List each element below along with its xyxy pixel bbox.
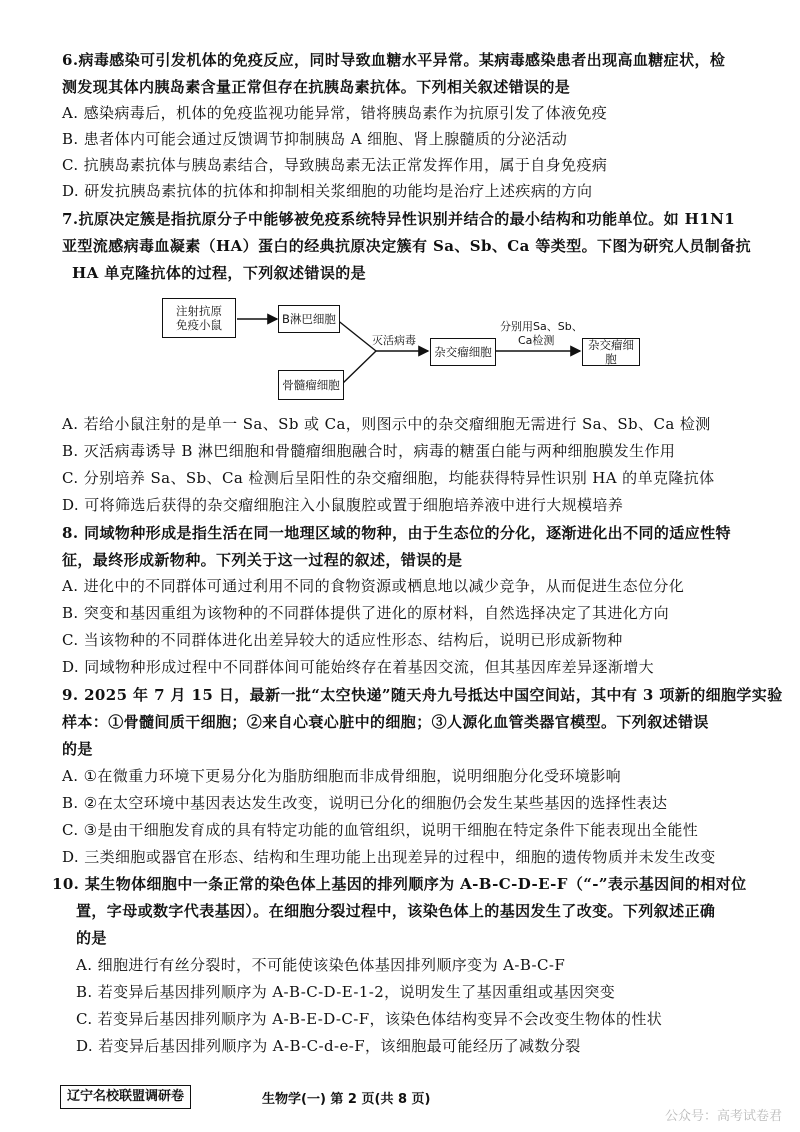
q8-option-a: A. 进化中的不同群体可通过利用不同的食物资源或栖息地以减少竞争，从而促进生态位分化 — [62, 577, 685, 595]
q6-stem-line2: 测发现其体内胰岛素含量正常但存在抗胰岛素抗体。下列相关叙述错误的是 — [62, 78, 571, 96]
q7-option-a: A. 若给小鼠注射的是单一 Sa、Sb 或 Ca，则图示中的杂交瘤细胞无需进行 Sa、Sb、Ca 检测 — [62, 415, 711, 433]
hybridoma-cell-box-2: 杂交瘤细胞 — [582, 338, 640, 366]
antibody-flow-diagram — [160, 296, 640, 408]
q7-stem-line2: 亚型流感病毒血凝素（HA）蛋白的经典抗原决定簇有 Sa、Sb、Ca 等类型。下图为研究人员制备抗 — [62, 237, 751, 255]
hybridoma-cell-box-1: 杂交瘤细胞 — [430, 338, 496, 366]
q7-option-d: D. 可将筛选后获得的杂交瘤细胞注入小鼠腹腔或置于细胞培养液中进行大规模培养 — [62, 496, 624, 514]
q7-option-c: C. 分别培养 Sa、Sb、Ca 检测后呈阳性的杂交瘤细胞，均能获得特异性识别 HA 的单克隆抗体 — [62, 469, 715, 487]
b-lymphocyte-box: B淋巴细胞 — [278, 305, 340, 333]
q7-option-b: B. 灭活病毒诱导 B 淋巴细胞和骨髓瘤细胞融合时，病毒的糖蛋白能与两种细胞膜发生作用 — [62, 442, 676, 460]
q10-stem-line3: 的是 — [76, 929, 107, 947]
inject-box-line1: 注射抗原 — [176, 304, 222, 318]
q6-option-a: A. 感染病毒后，机体的免疫监视功能异常，错将胰岛素作为抗原引发了体液免疫 — [62, 104, 608, 122]
q8-option-b: B. 突变和基因重组为该物种的不同群体提供了进化的原材料，自然选择决定了其进化方向 — [62, 604, 669, 622]
q8-option-c: C. 当该物种的不同群体进化出差异较大的适应性形态、结构后，说明已形成新物种 — [62, 631, 623, 649]
q6-option-b: B. 患者体内可能会通过反馈调节抑制胰岛 A 细胞、肾上腺髓质的分泌活动 — [62, 130, 568, 148]
inactivated-virus-label: 灭活病毒 — [372, 334, 416, 347]
q9-stem-line3: 的是 — [62, 740, 93, 758]
q10-stem-line1: 10. 某生物体细胞中一条正常的染色体上基因的排列顺序为 A-B-C-D-E-F（“-”表示基因间的相对位 — [52, 875, 747, 893]
q8-stem-line2: 征，最终形成新物种。下列关于这一过程的叙述，错误的是 — [62, 551, 463, 569]
watermark-text: 公众号：高考试卷君 — [664, 1109, 782, 1124]
detection-label-line2: Ca检测 — [518, 334, 555, 347]
q8-stem-line1: 8. 同域物种形成是指生活在同一地理区域的物种，由于生态位的分化，逐渐进化出不同的适应性特 — [62, 524, 731, 542]
q6-option-d: D. 研发抗胰岛素抗体的抗体和抑制相关浆细胞的功能均是治疗上述疾病的方向 — [62, 182, 593, 200]
q9-stem-line1: 9. 2025 年 7 月 15 日，最新一批“太空快递”随天舟九号抵达中国空间站，其中有 3 项新的细胞学实验 — [62, 686, 783, 704]
q10-option-b: B. 若变异后基因排列顺序为 A-B-C-D-E-1-2，说明发生了基因重组或基因突变 — [76, 983, 616, 1001]
detection-label-line1: 分别用Sa、Sb、 — [500, 320, 583, 333]
q10-option-d: D. 若变异后基因排列顺序为 A-B-C-d-e-F，该细胞最可能经历了减数分裂 — [76, 1037, 581, 1055]
q8-option-d: D. 同域物种形成过程中不同群体间可能始终存在着基因交流，但其基因库差异逐渐增大 — [62, 658, 655, 676]
myeloma-cell-box: 骨髓瘤细胞 — [278, 370, 344, 400]
page-number: 生物学(一) 第 2 页(共 8 页) — [262, 1092, 431, 1107]
q10-stem-line2: 置，字母或数字代表基因）。在细胞分裂过程中，该染色体上的基因发生了改变。下列叙述正确 — [76, 902, 716, 920]
q9-option-b: B. ②在太空环境中基因表达发生改变，说明已分化的细胞仍会发生某些基因的选择性表达 — [62, 794, 668, 812]
q7-stem-line3: HA 单克隆抗体的过程，下列叙述错误的是 — [72, 264, 367, 282]
q9-option-a: A. ①在微重力环境下更易分化为脂肪细胞而非成骨细胞，说明细胞分化受环境影响 — [62, 767, 622, 785]
q6-option-c: C. 抗胰岛素抗体与胰岛素结合，导致胰岛素无法正常发挥作用，属于自身免疫病 — [62, 156, 608, 174]
q10-option-a: A. 细胞进行有丝分裂时，不可能使该染色体基因排列顺序变为 A-B-C-F — [76, 956, 566, 974]
inject-antigen-box — [162, 298, 236, 338]
q9-option-d: D. 三类细胞或器官在形态、结构和生理功能上出现差异的过程中，细胞的遗传物质并未发生改变 — [62, 848, 716, 866]
q9-option-c: C. ③是由干细胞发育成的具有特定功能的血管组织，说明干细胞在特定条件下能表现出全能性 — [62, 821, 699, 839]
q10-option-c: C. 若变异后基因排列顺序为 A-B-E-D-C-F，该染色体结构变异不会改变生物体的性状 — [76, 1010, 663, 1028]
exam-series-label: 辽宁名校联盟调研卷 — [60, 1085, 191, 1109]
q9-stem-line2: 样本：①骨髓间质干细胞；②来自心衰心脏中的细胞；③人源化血管类器官模型。下列叙述错误 — [62, 713, 709, 731]
inject-box-line2: 免疫小鼠 — [176, 318, 222, 332]
q6-stem-line1: 6.病毒感染可引发机体的免疫反应，同时导致血糖水平异常。某病毒感染患者出现高血糖症状，检 — [62, 51, 726, 69]
q7-stem-line1: 7.抗原决定簇是指抗原分子中能够被免疫系统特异性识别并结合的最小结构和功能单位。如 H1N1 — [62, 210, 736, 228]
